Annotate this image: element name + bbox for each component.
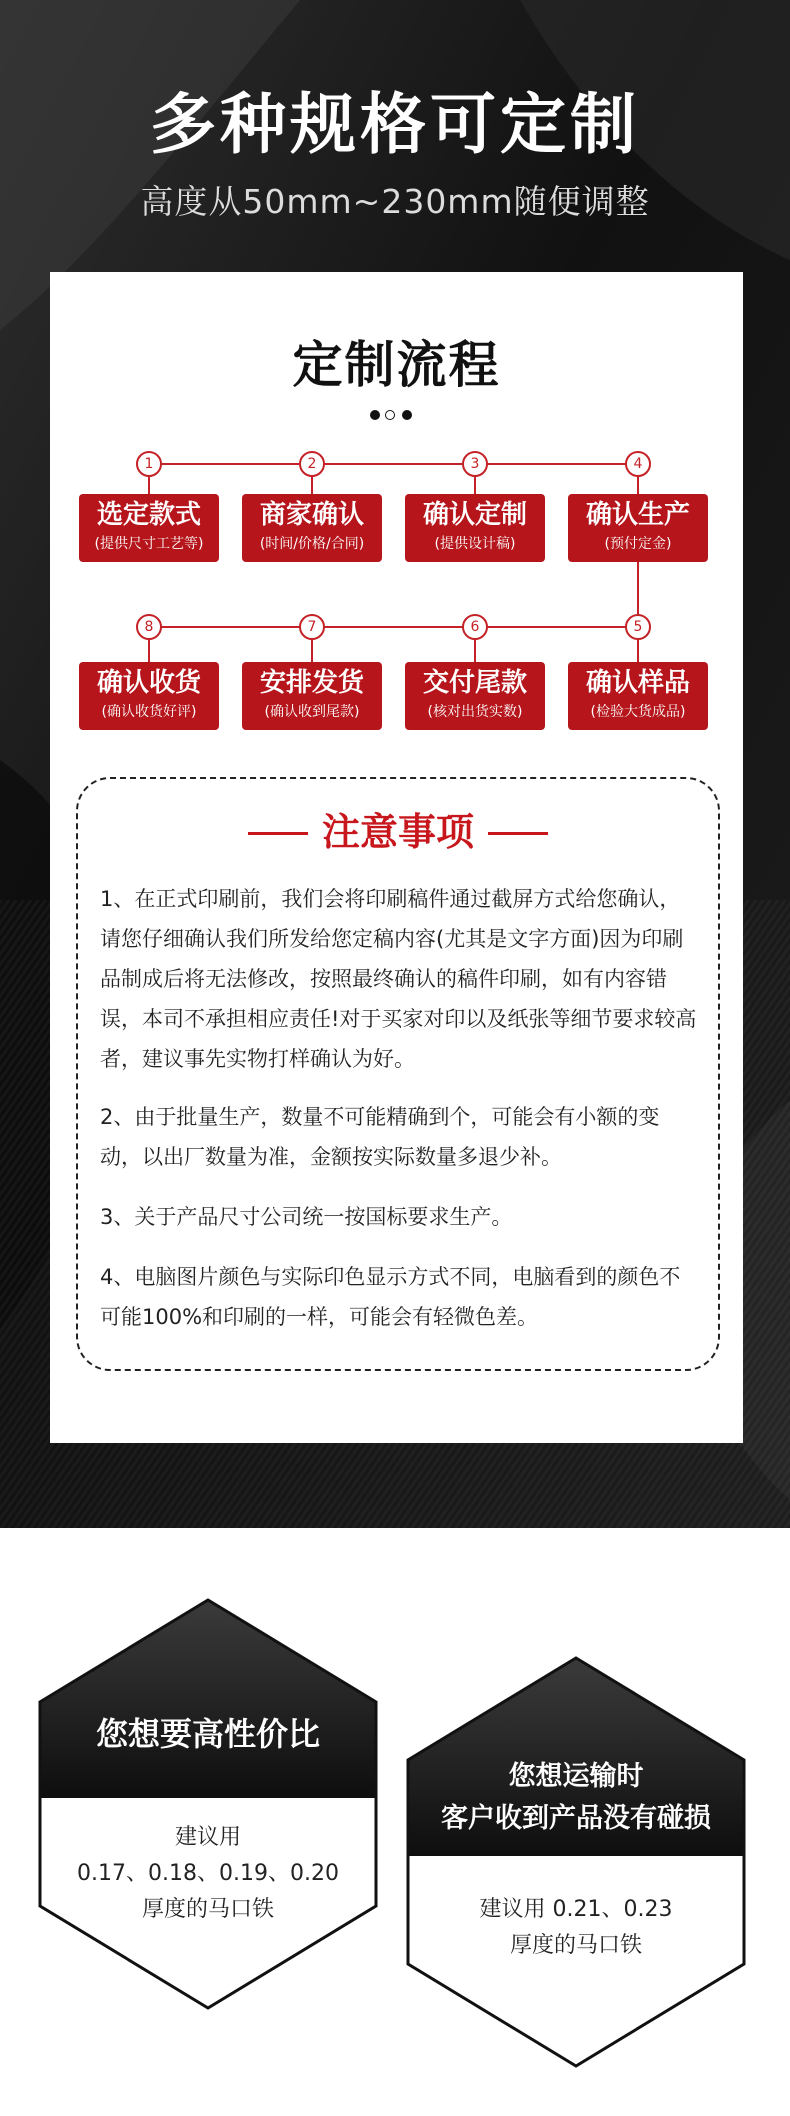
notice-box xyxy=(76,777,720,1371)
process-title: 定制流程 xyxy=(292,336,501,394)
step-title: 确认收货 xyxy=(96,668,201,698)
hex-left-body xyxy=(38,1820,378,1928)
step-title: 商家确认 xyxy=(259,500,364,530)
notice-item-4: 4、电脑图片颜色与实际印色显示方式不同，电脑看到的颜色不可能100%和印刷的一样，可能会有轻微色差。 xyxy=(100,1265,681,1329)
step-1 xyxy=(79,494,219,562)
notice-title-wrap xyxy=(78,810,718,854)
hex-left-line: 建议用 xyxy=(174,1825,241,1850)
step-title: 确认生产 xyxy=(585,500,690,530)
step-8 xyxy=(79,662,219,730)
step-number-2: 2 xyxy=(299,451,325,477)
step-number-6: 6 xyxy=(462,614,488,640)
notice-item-3: 3、关于产品尺寸公司统一按国标要求生产。 xyxy=(100,1205,513,1229)
step-7 xyxy=(242,662,382,730)
step-number-5: 5 xyxy=(625,614,651,640)
content-card xyxy=(50,272,743,1443)
hexagon-transport xyxy=(406,1656,746,2068)
hex-right-head-line: 您想运输时 xyxy=(508,1761,644,1792)
step-number-3: 3 xyxy=(462,451,488,477)
hexagon-shape xyxy=(38,1598,378,2010)
step-sub: (时间/价格/合同) xyxy=(259,536,365,552)
hex-left-head: 您想要高性价比 xyxy=(95,1715,320,1753)
step-sub: (提供尺寸工艺等) xyxy=(94,536,204,552)
hex-right-body xyxy=(406,1892,746,1964)
main-title: 多种规格可定制 xyxy=(150,86,640,163)
step-2 xyxy=(242,494,382,562)
hex-left-line: 厚度的马口铁 xyxy=(141,1897,274,1922)
step-sub: (核对出货实数) xyxy=(427,704,523,720)
hex-right-head xyxy=(406,1756,746,1840)
step-title: 确认定制 xyxy=(422,500,527,530)
notice-item-1: 1、在正式印刷前，我们会将印刷稿件通过截屏方式给您确认，请您仔细确认我们所发给您定稿内容(尤其是文字方面)因为印刷品制成后将无法修改，按照最终确认的稿件印刷，如有内容错误，本司不承担相应责任!对于买家对印以及纸张等细节要求较高者，建议事先实物打样确认为好。 xyxy=(100,887,697,1071)
hex-right-line: 建议用 0.21、0.23 xyxy=(479,1897,673,1922)
step-number-1: 1 xyxy=(136,451,162,477)
step-title: 交付尾款 xyxy=(422,668,527,698)
step-sub: (确认收货好评) xyxy=(101,704,197,720)
step-4 xyxy=(568,494,708,562)
title-bar-right xyxy=(488,832,548,835)
notice-title: 注意事项 xyxy=(321,810,474,854)
step-5 xyxy=(568,662,708,730)
hex-left-line: 0.17、0.18、0.19、0.20 xyxy=(77,1861,339,1886)
step-sub: (提供设计稿) xyxy=(434,536,516,552)
step-title: 选定款式 xyxy=(96,500,201,530)
subtitle: 高度从50mm~230mm随便调整 xyxy=(140,182,650,221)
step-sub: (预付定金) xyxy=(604,536,672,552)
step-number-4: 4 xyxy=(625,451,651,477)
hexagon-shape xyxy=(406,1656,746,2068)
step-6 xyxy=(405,662,545,730)
hexagon-value xyxy=(38,1598,378,2010)
step-sub: (检验大货成品) xyxy=(590,704,686,720)
title-bar-left xyxy=(248,832,308,835)
step-number-7: 7 xyxy=(299,614,325,640)
notice-item-2: 2、由于批量生产，数量不可能精确到个，可能会有小额的变动，以出厂数量为准，金额按实际数量多退少补。 xyxy=(100,1105,660,1169)
step-title: 确认样品 xyxy=(585,668,690,698)
step-sub: (确认收到尾款) xyxy=(264,704,360,720)
hex-right-head-line: 客户收到产品没有碰损 xyxy=(441,1803,711,1834)
step-3 xyxy=(405,494,545,562)
hex-right-line: 厚度的马口铁 xyxy=(509,1933,642,1958)
step-number-8: 8 xyxy=(136,614,162,640)
step-title: 安排发货 xyxy=(259,668,364,698)
